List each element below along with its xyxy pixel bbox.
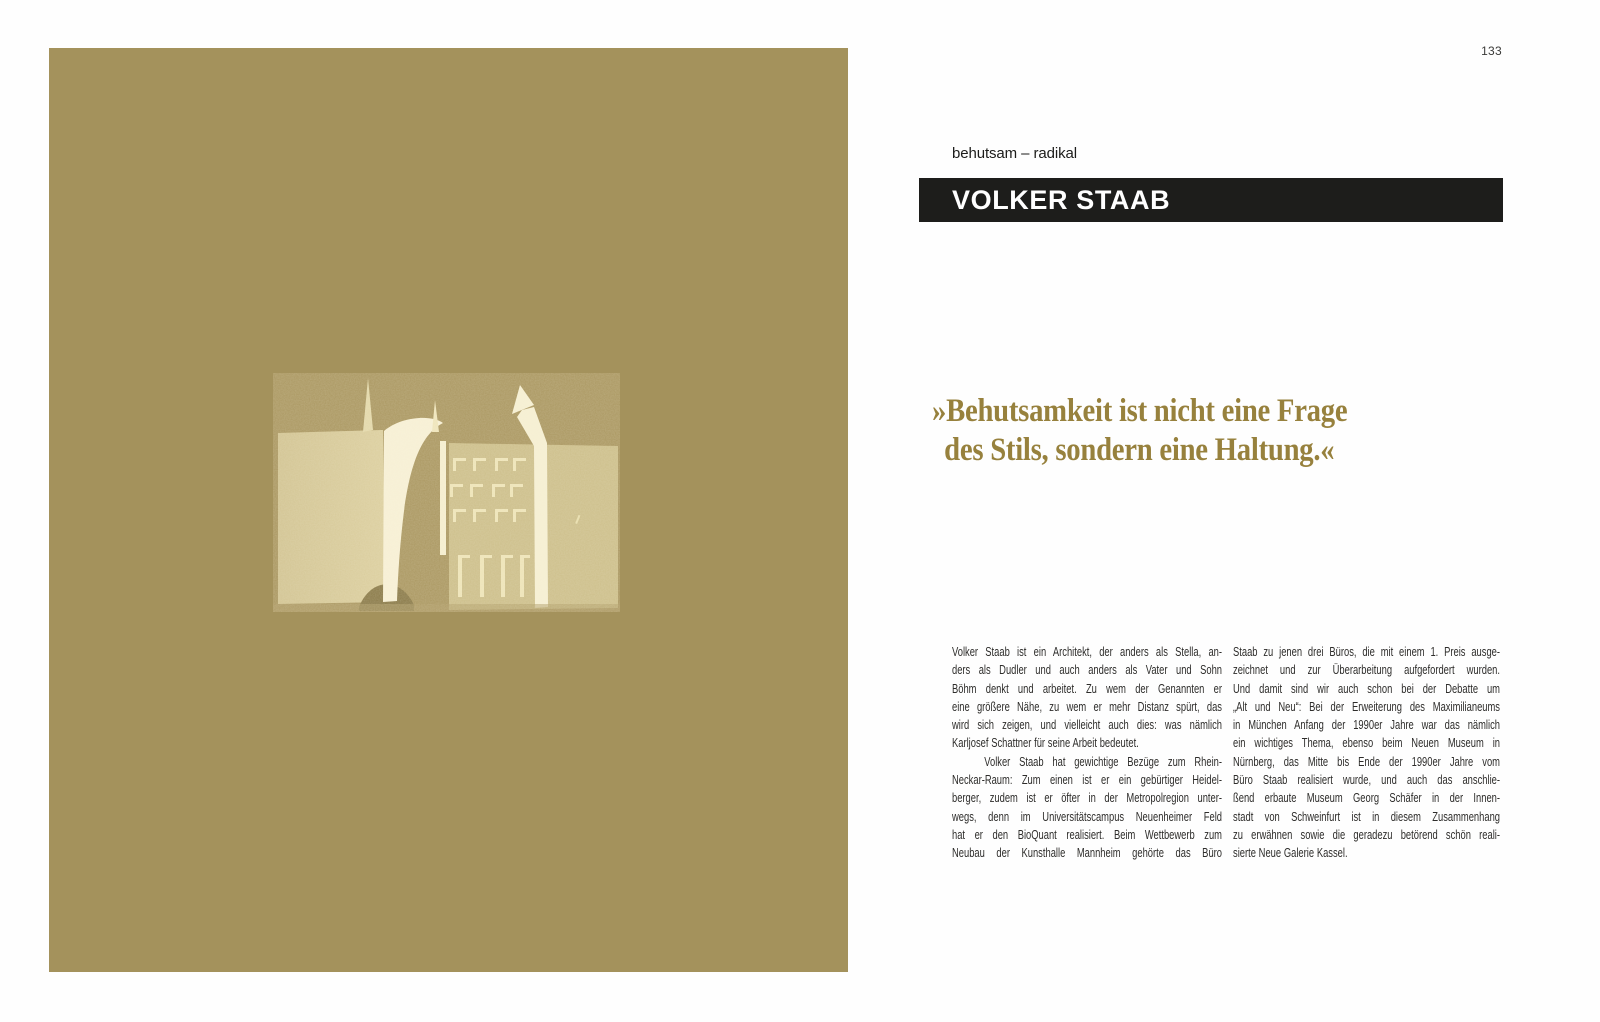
text-column-1: [952, 643, 1222, 863]
text-line: Staab zu jenen drei Büros, die mit einem 1. Preis ausge-: [1233, 645, 1500, 659]
pull-quote-line-1: »Behutsamkeit ist nicht eine Frage: [932, 393, 1348, 429]
title-bar: [919, 178, 1503, 222]
architecture-sketch-image: [273, 373, 620, 612]
text-line: zeichnet und zur Überarbeitung aufgefordert wurden.: [1233, 663, 1500, 678]
text-line: Nürnberg, das Mitte bis Ende der 1990er Jahre vom: [1233, 754, 1500, 769]
text-line: sierte Neue Galerie Kassel.: [1233, 846, 1348, 861]
text-line: Neubau der Kunsthalle Mannheim gehörte das Büro: [952, 846, 1222, 861]
text-line: hat er den BioQuant realisiert. Beim Wettbewerb zum: [952, 827, 1222, 842]
text-line: Böhm denkt und arbeitet. Zu wem der Genannten er: [952, 681, 1222, 696]
text-line: „Alt und Neu“: Bei der Erweiterung des Maximilianeums: [1233, 699, 1500, 714]
text-line: stadt von Schweinfurt ist in diesem Zusammenhang: [1233, 809, 1500, 824]
text-line: wird sich zeigen, und vielleicht auch dies: was nämlich: [952, 718, 1222, 733]
pull-quote-line-2: des Stils, sondern eine Haltung.«: [944, 432, 1335, 468]
text-line: in München Anfang der 1990er Jahre war das nämlich: [1233, 718, 1500, 733]
chapter-label: behutsam – radikal: [952, 145, 1077, 162]
page-number: 133: [1481, 44, 1502, 58]
text-line: Büro Staab realisiert wurde, und auch das anschlie-: [1233, 773, 1500, 788]
text-line: wegs, denn im Universitätscampus Neuenheimer Feld: [952, 809, 1222, 824]
pull-quote: [932, 392, 1454, 470]
sketch-grain-texture: [273, 373, 620, 612]
text-line: Volker Staab hat gewichtige Bezüge zum Rhein-: [984, 754, 1222, 769]
gold-plate: [49, 48, 848, 972]
text-column-2: [1233, 643, 1500, 863]
text-line: Neckar-Raum: Zum einen ist er ein gebürtiger Heidel-: [952, 773, 1222, 788]
text-line: ein wichtiges Thema, ebenso beim Neuen Museum in: [1233, 736, 1500, 751]
text-line: eine größere Nähe, zu wem er mehr Distanz spürt, das: [952, 699, 1222, 714]
text-line: berger, zudem ist er öfter in der Metropolregion unter-: [952, 791, 1222, 806]
text-line: Und damit sind wir auch schon bei der Debatte um: [1233, 681, 1500, 696]
text-line: Volker Staab ist ein Architekt, der anders als Stella, an-: [952, 645, 1222, 659]
text-line: ders als Dudler und auch anders als Vater und Sohn: [952, 663, 1222, 678]
text-line: zu erwähnen sowie die geradezu betörend schön reali-: [1233, 827, 1500, 842]
page-title: VOLKER STAAB: [952, 185, 1171, 215]
text-line: Karljosef Schattner für seine Arbeit bedeutet.: [952, 736, 1139, 751]
text-line: ßend erbaute Museum Georg Schäfer in der Innen-: [1233, 791, 1500, 806]
